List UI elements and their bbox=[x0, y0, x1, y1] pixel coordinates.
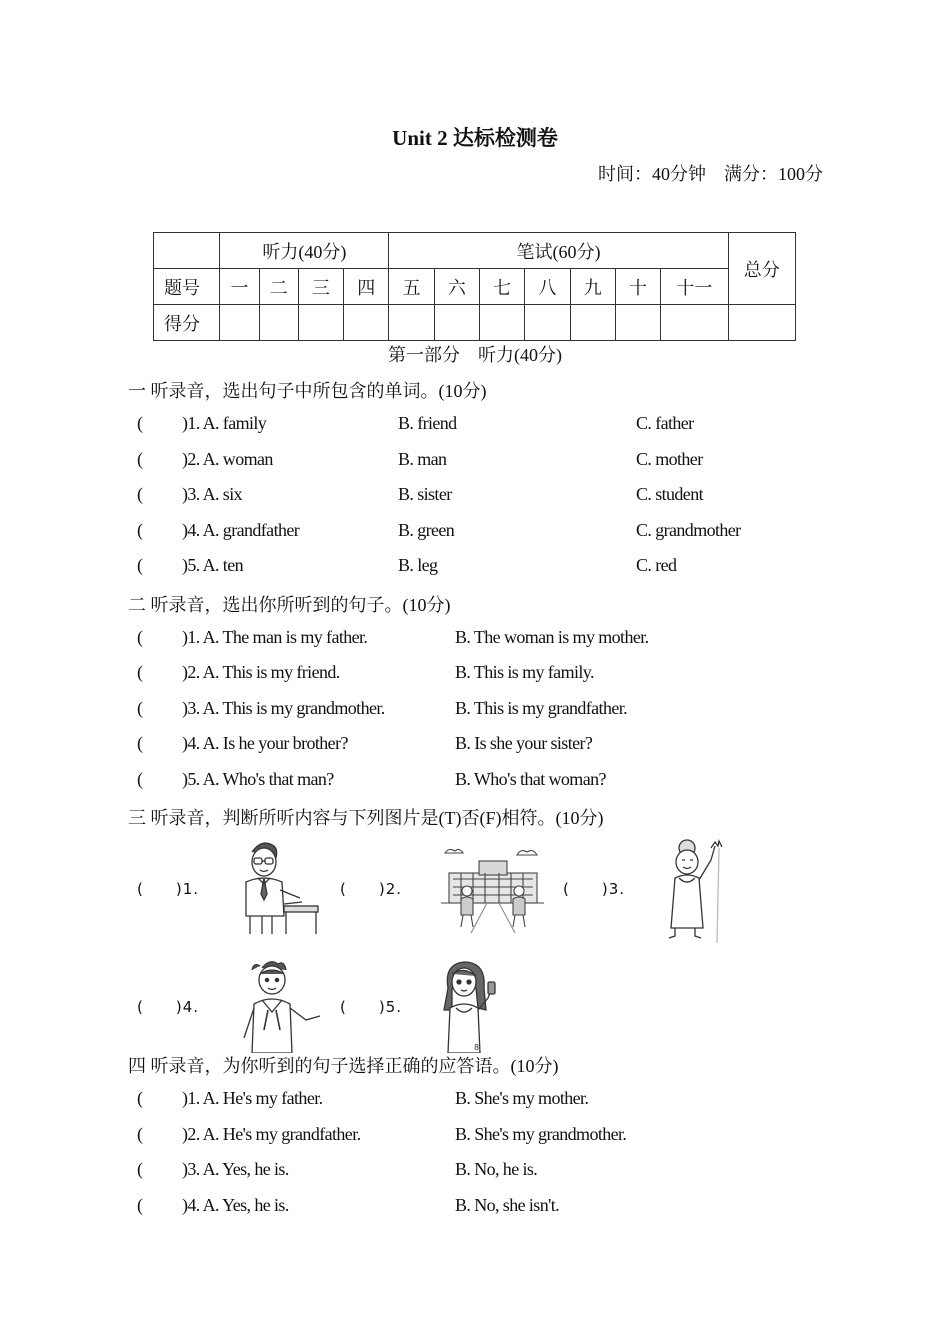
page-title: Unit 2 达标检测卷 bbox=[392, 126, 558, 150]
picture-question-label[interactable]: ( )5. bbox=[340, 998, 403, 1016]
question-option-b: B. No, he is. bbox=[455, 1159, 538, 1179]
score-cell[interactable] bbox=[220, 305, 259, 341]
question-option-a: )4. A. Is he your brother? bbox=[182, 733, 348, 753]
school-students-illustration bbox=[441, 843, 544, 933]
question-option-b: B. sister bbox=[398, 484, 452, 504]
score-table bbox=[153, 232, 796, 341]
question-option-a: )3. A. Yes, he is. bbox=[182, 1159, 289, 1179]
section-number: 九 bbox=[570, 269, 615, 305]
question-option-b: B. friend bbox=[398, 413, 457, 433]
score-cell[interactable] bbox=[570, 305, 615, 341]
answer-paren[interactable]: ( bbox=[137, 413, 143, 433]
question-option-a: )4. A. grandfather bbox=[182, 520, 300, 540]
answer-paren[interactable]: ( bbox=[137, 769, 143, 789]
section-number: 八 bbox=[525, 269, 570, 305]
question-option-b: B. No, she isn't. bbox=[455, 1195, 560, 1215]
question-option-b: B. leg bbox=[398, 555, 438, 575]
section-number: 二 bbox=[259, 269, 298, 305]
section-number: 七 bbox=[480, 269, 525, 305]
score-cell[interactable] bbox=[434, 305, 479, 341]
answer-paren[interactable]: ( bbox=[137, 662, 143, 682]
part-one-title: 第一部分 听力(40分) bbox=[388, 345, 562, 365]
question-option-a: )1. A. family bbox=[182, 413, 267, 433]
score-cell[interactable] bbox=[298, 305, 343, 341]
grandmother-waving-illustration bbox=[665, 838, 725, 943]
question-option-b: B. green bbox=[398, 520, 455, 540]
question-option-a: )5. A. ten bbox=[182, 555, 243, 575]
section-number: 十 bbox=[615, 269, 660, 305]
girl-student-illustration bbox=[240, 958, 322, 1053]
answer-paren[interactable]: ( bbox=[137, 1159, 143, 1179]
answer-paren[interactable]: ( bbox=[137, 484, 143, 504]
score-cell[interactable] bbox=[344, 305, 389, 341]
question-option-b: B. This is my grandfather. bbox=[455, 698, 628, 718]
section-number: 六 bbox=[434, 269, 479, 305]
question-option-b: B. She's my grandmother. bbox=[455, 1124, 627, 1144]
question-option-b: B. She's my mother. bbox=[455, 1088, 589, 1108]
question-option-a: )3. A. This is my grandmother. bbox=[182, 698, 385, 718]
section-four-title: 四 听录音，为你听到的句子选择正确的应答语。(10分) bbox=[128, 1056, 559, 1076]
answer-paren[interactable]: ( bbox=[137, 449, 143, 469]
score-cell[interactable] bbox=[480, 305, 525, 341]
picture-question-label[interactable]: ( )1. bbox=[137, 880, 200, 898]
question-option-a: )1. A. The man is my father. bbox=[182, 627, 368, 647]
score-cell[interactable] bbox=[525, 305, 570, 341]
section-one-title: 一 听录音，选出句子中所包含的单词。(10分) bbox=[128, 381, 487, 401]
question-option-c: C. grandmother bbox=[636, 520, 741, 540]
question-option-a: )2. A. This is my friend. bbox=[182, 662, 340, 682]
question-option-b: B. man bbox=[398, 449, 447, 469]
score-cell[interactable] bbox=[389, 305, 434, 341]
question-option-a: )5. A. Who's that man? bbox=[182, 769, 334, 789]
listening-header: 听力(40分) bbox=[220, 233, 389, 269]
total-header: 总分 bbox=[728, 233, 795, 305]
section-number: 三 bbox=[298, 269, 343, 305]
section-number: 一 bbox=[220, 269, 259, 305]
picture-question-label[interactable]: ( )4. bbox=[137, 998, 200, 1016]
question-option-a: )2. A. woman bbox=[182, 449, 273, 469]
question-option-a: )1. A. He's my father. bbox=[182, 1088, 323, 1108]
score-cell[interactable] bbox=[661, 305, 728, 341]
section-number: 四 bbox=[344, 269, 389, 305]
question-option-a: )3. A. six bbox=[182, 484, 243, 504]
score-cell[interactable] bbox=[259, 305, 298, 341]
exam-time-score: 时间：40分钟 满分：100分 bbox=[598, 164, 823, 184]
question-option-b: B. Who's that woman? bbox=[455, 769, 606, 789]
answer-paren[interactable]: ( bbox=[137, 1088, 143, 1108]
question-option-c: C. father bbox=[636, 413, 694, 433]
question-option-c: C. mother bbox=[636, 449, 703, 469]
section-three-title: 三 听录音，判断所听内容与下列图片是(T)否(F)相符。(10分) bbox=[128, 808, 604, 828]
question-option-a: )4. A. Yes, he is. bbox=[182, 1195, 289, 1215]
section-two-title: 二 听录音，选出你所听到的句子。(10分) bbox=[128, 595, 451, 615]
answer-paren[interactable]: ( bbox=[137, 555, 143, 575]
row-label-number: 题号 bbox=[154, 269, 220, 305]
answer-paren[interactable]: ( bbox=[137, 1195, 143, 1215]
question-option-b: B. Is she your sister? bbox=[455, 733, 593, 753]
picture-question-label[interactable]: ( )3. bbox=[563, 880, 626, 898]
section-number: 十一 bbox=[661, 269, 728, 305]
answer-paren[interactable]: ( bbox=[137, 1124, 143, 1144]
svg-text:8: 8 bbox=[474, 1043, 480, 1052]
man-teacher-illustration bbox=[240, 838, 322, 938]
score-table-corner bbox=[154, 233, 220, 269]
picture-question-label[interactable]: ( )2. bbox=[340, 880, 403, 898]
question-option-b: B. This is my family. bbox=[455, 662, 594, 682]
writing-header: 笔试(60分) bbox=[389, 233, 728, 269]
answer-paren[interactable]: ( bbox=[137, 627, 143, 647]
question-option-c: C. red bbox=[636, 555, 677, 575]
score-cell[interactable] bbox=[615, 305, 660, 341]
answer-paren[interactable]: ( bbox=[137, 698, 143, 718]
question-option-b: B. The woman is my mother. bbox=[455, 627, 649, 647]
answer-paren[interactable]: ( bbox=[137, 520, 143, 540]
section-number: 五 bbox=[389, 269, 434, 305]
row-label-score: 得分 bbox=[154, 305, 220, 341]
girl-long-hair-illustration bbox=[440, 958, 502, 1053]
score-cell[interactable] bbox=[728, 305, 795, 341]
answer-paren[interactable]: ( bbox=[137, 733, 143, 753]
question-option-c: C. student bbox=[636, 484, 704, 504]
question-option-a: )2. A. He's my grandfather. bbox=[182, 1124, 361, 1144]
